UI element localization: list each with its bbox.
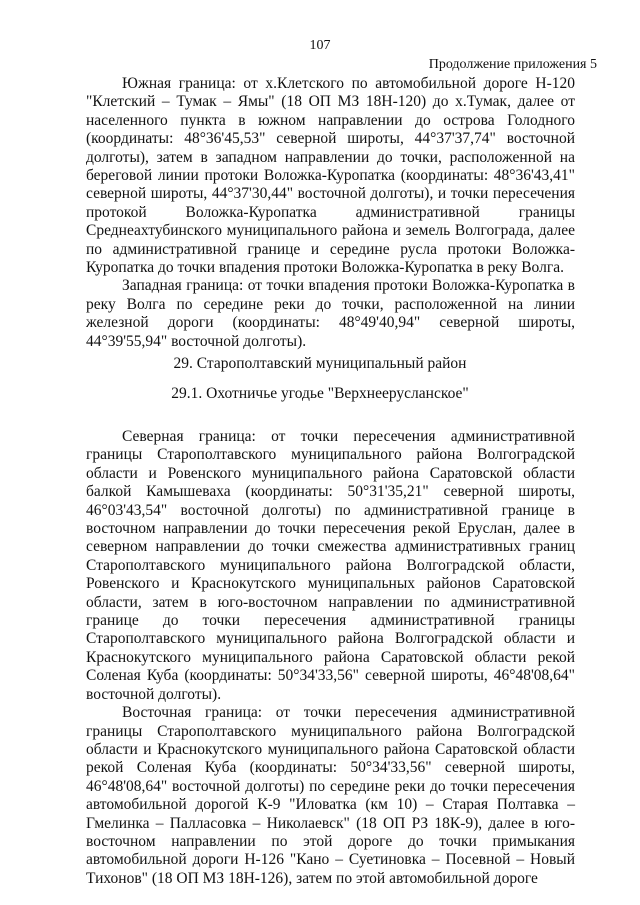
text-block-top	[86, 75, 575, 351]
section-heading: 29. Старополтавский муниципальный район	[173, 355, 467, 372]
page-number: 107	[309, 38, 331, 53]
paragraph-north-border: Северная граница: от точки пересечения административной границы Старополтавского муниципального района Волгоградской области и Ровенского муниципального района Саратовской области балкой Камышеваха (координаты: 50°31'35,21" северной широты, 46°03'43,54" восточной долготы) по административной границе в восточном направлении до точки пересечения рекой Еруслан, далее в северном направлении до точки смежества административных границ Старополтавского муниципального района Волгоградской области, Ровенского и Краснокутского муниципальных районов Саратовской области, затем в юго-восточном направлении по административной границе до точки пересечения административной границы Старополтавского муниципального района Волгоградской области и Краснокутского муниципального района Саратовской области рекой Соленая Куба (координаты: 50°34'33,56" северной широты, 46°48'08,64" восточной долготы).	[86, 428, 575, 703]
paragraph-south-border: Южная граница: от х.Клетского по автомобильной дороге Н-120 "Клетский – Тумак – Ямы" (18 ОП МЗ 18Н-120) до х.Тумак, далее от населенного пункта в южном направлении до острова Голодного (координаты: 48°36'45,53" северной широты, 44°37'37,74" восточной долготы), затем в западном направлении до точки, расположенной на береговой линии протоки Воложка-Куропатка (координаты: 48°36'43,41" северной широты, 44°37'30,44" восточной долготы), и точки пересечения протокой Воложка-Куропатка административной границы Среднеахтубинского муниципального района и земель Волгограда, далее по административной границе и середине русла протоки Воложка-Куропатка до точки впадения протоки Воложка-Куропатка в реку Волга.	[86, 75, 575, 277]
paragraph-west-border: Западная граница: от точки впадения протоки Воложка-Куропатка в реку Волга по середине реки до точки, расположенной на линии железной дороги (координаты: 48°49'40,94" северной широты, 44°39'55,94" восточной долготы).	[86, 277, 575, 350]
paragraph-east-border: Восточная граница: от точки пересечения административной границы Старополтавского муниципального района Волгоградской области и Краснокутского муниципального района Саратовской области рекой Соленая Куба (координаты: 50°34'33,56" северной широты, 46°48'08,64" восточной долготы) по середине реки до точки пересечения автомобильной дорогой К-9 "Иловатка (км 10) – Старая Полтавка – Гмелинка – Палласовка – Николаевск" (18 ОП РЗ 18К-9), далее в юго-восточном направлении по этой дороге до точки примыкания автомобильной дороги Н-126 "Кано – Суетиновка – Посевной – Новый Тихонов" (18 ОП МЗ 18Н-126), затем по этой автомобильной дороге	[86, 704, 575, 887]
text-block-bottom	[86, 428, 575, 888]
continuation-label: Продолжение приложения 5	[428, 57, 597, 72]
subsection-heading: 29.1. Охотничье угодье "Верхнеерусланское"	[171, 385, 469, 402]
